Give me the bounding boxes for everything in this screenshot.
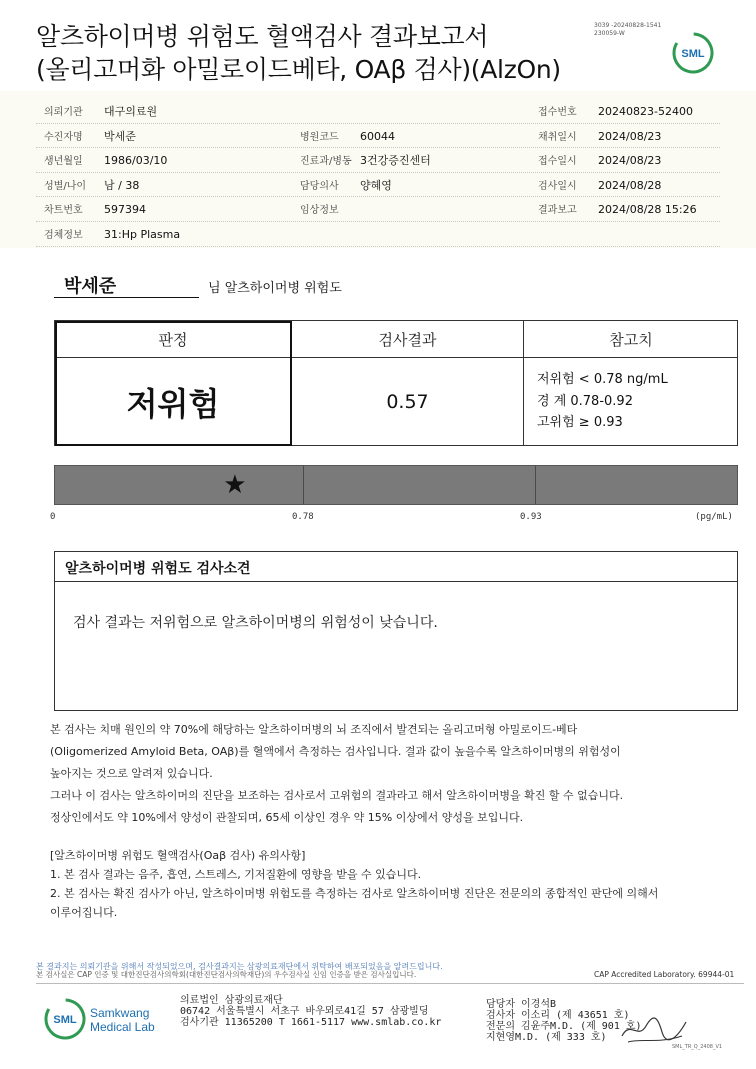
description-line: 정상인에서도 약 10%에서 양성이 관찰되며, 65세 이상인 경우 약 15% 이상에서 양성을 보입니다. [50, 811, 524, 824]
signature-icon [618, 1010, 690, 1048]
reference-low: 저위험 < 0.78 ng/mL [537, 372, 668, 387]
result-marker-star-icon: ★ [223, 470, 247, 500]
staff-line: 담당자 이경석B [486, 999, 557, 1010]
info-row [0, 148, 756, 173]
accreditation-notice: 본 검사실은 CAP 인증 및 대한진단검사의학회(대한진단검사의학재단)의 우수검사실 신임 인증을 받은 검사실입니다. [36, 970, 417, 979]
patient-value: 박세준 [104, 129, 136, 143]
reference-border: 경 계 0.78-0.92 [537, 393, 633, 409]
birth-value: 1986/03/10 [104, 154, 168, 168]
sml-logo-text: SML [681, 48, 705, 60]
collection-date-value: 2024/08/23 [598, 129, 662, 143]
sml-logo-icon [672, 32, 714, 74]
requester-label: 의뢰기관 [44, 107, 83, 118]
precautions [50, 846, 740, 922]
dept-label: 진료과/병동 [300, 156, 352, 168]
sml-footer-logo-icon [44, 998, 86, 1040]
gauge-divider [303, 466, 304, 504]
info-row [0, 173, 756, 198]
lab-organization: 의료법인 삼광의료재단 [180, 995, 283, 1006]
finding-text: 검사 결과는 저위험으로 알츠하이머병의 위험성이 낮습니다. [73, 615, 438, 631]
chart-value: 597394 [104, 203, 146, 217]
document-code-line2: 230059-W [594, 30, 625, 37]
doctor-value: 양혜영 [360, 178, 392, 192]
report-title-line1: 알츠하이머병 위험도 혈액검사 결과보고서 [36, 22, 489, 51]
gauge-tick-1: 0.78 [292, 512, 314, 522]
description-line: 그러나 이 검사는 알츠하이머의 진단을 보조하는 검사로서 고위험의 결과라고 해서 알츠하이머병을 확진 할 수 없습니다. [50, 789, 624, 802]
reception-date-value: 2024/08/23 [598, 154, 662, 168]
description-line: 본 검사는 치매 원인의 약 70%에 해당하는 알츠하이머병의 뇌 조직에서 발견되는 올리고머형 아밀로이드-베타 [50, 723, 578, 736]
sml-footer-logo-text: SML [53, 1014, 77, 1026]
gauge-tick-0: 0 [50, 512, 56, 522]
patient-label: 수진자명 [44, 131, 83, 143]
reception-no-value: 20240823-52400 [598, 105, 693, 118]
doctor-label: 담당의사 [300, 180, 339, 192]
test-date-label: 검사일시 [538, 180, 577, 192]
hospital-code-label: 병원코드 [300, 131, 339, 143]
lab-street-address: 06742 서울특별시 서초구 바우뫼로41길 57 삼광빌딩 [180, 1006, 429, 1017]
reception-date-label: 접수일시 [538, 156, 577, 168]
patient-heading-suffix: 님 알츠하이머병 위험도 [208, 281, 342, 296]
judgement-header: 판정 [158, 330, 188, 349]
specimen-value: 31:Hp Plasma [104, 228, 181, 241]
finding-box [54, 551, 738, 711]
specimen-label: 검체정보 [44, 230, 83, 241]
dept-value: 3건강증진센터 [360, 154, 431, 168]
brand-name [90, 1006, 155, 1034]
result-header: 검사결과 [378, 330, 437, 349]
footer-divider [36, 983, 744, 984]
patient-name-underline [54, 297, 199, 298]
report-date-value: 2024/08/28 15:26 [598, 203, 697, 217]
reference-ranges [537, 369, 668, 434]
info-row [0, 99, 756, 124]
result-value: 0.57 [386, 391, 429, 413]
hospital-code-value: 60044 [360, 129, 395, 143]
precaution-item: 2. 본 검사는 확진 검사가 아닌, 알츠하이머병 위험도를 측정하는 검사로 알츠하이머병 진단은 전문의의 종합적인 판단에 의해서 [50, 887, 659, 900]
form-number: SML_TR_Q_2408_V1 [672, 1044, 723, 1050]
reference-high: 고위험 ≥ 0.93 [537, 415, 623, 430]
cap-accreditation: CAP Accredited Laboratory. 69944-01 [594, 970, 735, 979]
chart-label: 차트번호 [44, 205, 83, 217]
sex-age-value: 남 / 38 [104, 178, 140, 192]
sex-age-label: 성별/나이 [44, 180, 87, 192]
distribution-notice: 본 결과지는 의뢰기관을 위해서 작성되었으며, 검사결과지는 삼광의료재단에서 위탁하여 배포되었음을 알려드립니다. [36, 962, 443, 971]
gauge-tick-2: 0.93 [520, 512, 542, 522]
lab-contact: 검사기관 11365200 T 1661-5117 www.smlab.co.kr [180, 1017, 442, 1028]
lab-address [180, 995, 441, 1028]
staff-line: 전문의 김윤주M.D. (제 901 호) [486, 1021, 642, 1032]
document-code [594, 22, 661, 38]
brand-name-line1: Samkwang [90, 1006, 150, 1020]
result-table [54, 320, 738, 446]
description-line: 높아지는 것으로 알려져 있습니다. [50, 767, 213, 780]
brand-name-line2: Medical Lab [90, 1020, 155, 1034]
patient-info-block [0, 91, 756, 248]
requester-value: 대구의료원 [104, 105, 158, 118]
staff-line: 검사자 이소리 (제 43651 호) [486, 1010, 630, 1021]
test-description [50, 719, 740, 829]
precautions-title: [알츠하이머병 위험도 혈액검사(Oaβ 검사) 유의사항] [50, 849, 306, 862]
reception-no-label: 접수번호 [538, 107, 577, 118]
document-code-line1: 3039 -20240828-1541 [594, 22, 662, 29]
risk-gauge-bar [54, 465, 738, 505]
precaution-item: 이루어집니다. [50, 906, 118, 919]
patient-name-heading: 박세준 [64, 276, 117, 297]
gauge-divider [535, 466, 536, 504]
finding-title: 알츠하이머병 위험도 검사소견 [55, 552, 737, 582]
description-line: (Oligomerized Amyloid Beta, OAβ)를 혈액에서 측정하는 검사입니다. 결과 값이 높을수록 알츠하이머병의 위험성이 [50, 745, 621, 758]
precaution-item: 1. 본 검사 결과는 음주, 흡연, 스트레스, 기저질환에 영향을 받을 수 있습니다. [50, 868, 422, 881]
birth-label: 생년월일 [44, 156, 83, 168]
test-date-value: 2024/08/28 [598, 178, 662, 192]
info-row [0, 124, 756, 149]
report-title-line2: (올리고머화 아밀로이드베타, OAβ 검사)(AlzOn) [36, 55, 561, 84]
gauge-unit: (pg/mL) [695, 512, 733, 522]
clinical-label: 임상정보 [300, 205, 339, 217]
report-title [36, 20, 561, 86]
reference-header: 참고치 [609, 330, 653, 349]
info-row [0, 197, 756, 222]
judgement-value: 저위험 [126, 385, 220, 423]
collection-date-label: 채취일시 [538, 131, 577, 143]
report-date-label: 결과보고 [538, 205, 577, 217]
info-row [0, 222, 756, 247]
staff-line: 지현영M.D. (제 333 호) [486, 1032, 607, 1043]
